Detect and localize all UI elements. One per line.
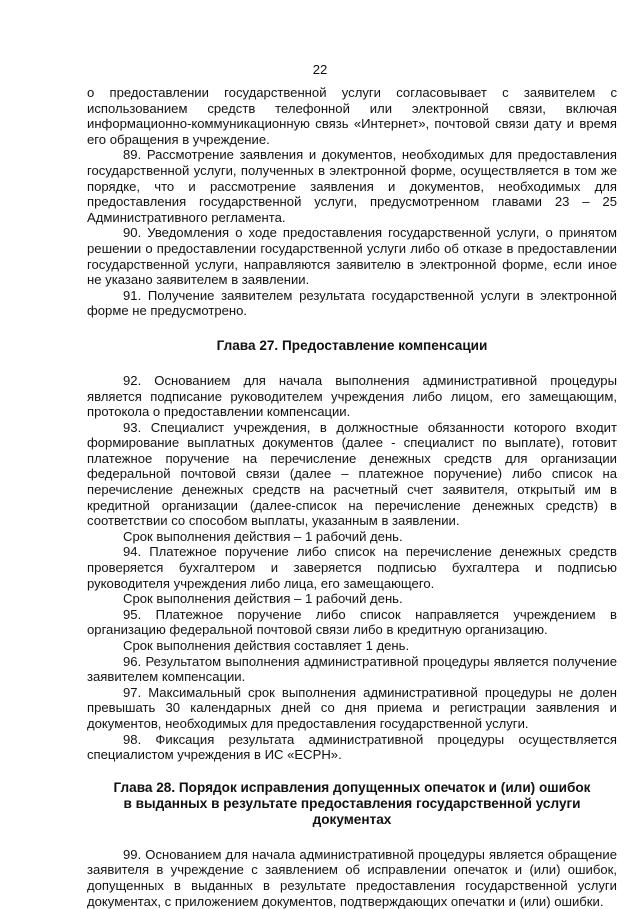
deadline-note-3: Срок выполнения действия составляет 1 день. — [123, 638, 410, 653]
deadline-note-1: Срок выполнения действия – 1 рабочий день. — [123, 528, 403, 544]
paragraph-96: 96. Результатом выполнения административной процедуры является получение заявителем компенсации. — [87, 653, 617, 685]
paragraph-89: 89. Рассмотрение заявления и документов, необходимых для предоставления государственной услуги, полученных в электронной форме, осуществляется в том же порядке, что и рассмотрение заявления и документов, необходимых для предоставления государственной услуги, предусмотренном главами 23 – 25 Административного регламента. — [87, 147, 617, 225]
deadline-note-2: Срок выполнения действия – 1 рабочий день. — [123, 591, 403, 607]
paragraph-90: 90. Уведомления о ходе предоставления государственной услуги, о принятом решении о предоставлении государственной услуги либо об отказе в предоставлении государственной услуги, направляются заявителю в электронной форме, если иное не указано заявителем в заявлении. — [87, 225, 617, 288]
document-body — [87, 85, 617, 909]
paragraph-94: 94. Платежное поручение либо список на перечисление денежных средств проверяется бухгалтером и заверяется подписью бухгалтера и подписью руководителя учреждения либо лица, его замещающего. — [87, 544, 617, 591]
paragraph-97: 97. Максимальный срок выполнения административной процедуры не долен превышать 30 календарных дней со дня приема и регистрации заявления и документов, необходимых для предоставления государственной услуги. — [87, 684, 617, 731]
paragraph-92: 92. Основанием для начала выполнения административной процедуры является подписание руководителем учреждения либо лицом, его замещающим, протокола о предоставлении компенсации. — [87, 372, 617, 420]
paragraph-91: 91. Получение заявителем результата государственной услуги в электронной форме не предусмотрено. — [87, 287, 617, 319]
paragraph-95: 95. Платежное поручение либо список направляется учреждением в организацию федеральной почтовой связи либо в кредитную организацию. — [87, 606, 617, 638]
page-number: 22 — [312, 62, 328, 77]
paragraph-93: 93. Специалист учреждения, в должностные обязанности которого входит формирование выплатных документов (далее - специалист по выплате), готовит платежное поручение на перечисление денежных средств для организации федеральной почтовой связи (далее – платежное поручение) либо список на перечисление денежных средств на расчетный счет заявителя, открытый им в кредитной организации (далее-список на перечисление денежных средств) в соответствии со способом выплаты, указанным в заявлении. — [87, 419, 617, 529]
chapter-28-heading-line-1: Глава 28. Порядок исправления допущенных опечаток и (или) ошибок — [113, 779, 591, 795]
chapter-28-heading-line-2: в выданных в результате предоставления государственной услуги документах — [123, 795, 581, 827]
paragraph-98: 98. Фиксация результата административной процедуры осуществляется специалистом учреждения в ИС «ЕСРН». — [87, 731, 617, 763]
chapter-27-heading: Глава 27. Предоставление компенсации — [216, 337, 488, 353]
paragraph-88-continued: о предоставлении государственной услуги согласовывает с заявителем с использованием средств телефонной или электронной связи, включая информационно-коммуникационную связь «Интернет», почтовой связи дату и время его обращения в учреждение. — [87, 85, 617, 147]
paragraph-99: 99. Основанием для начала административной процедуры является обращение заявителя в учреждение с заявлением об исправлении опечаток и (или) ошибок, допущенных в выданных в результате предоставления государственной услуги документах, с приложением документов, подтверждающих опечатки и (или) ошибки. — [87, 846, 617, 909]
